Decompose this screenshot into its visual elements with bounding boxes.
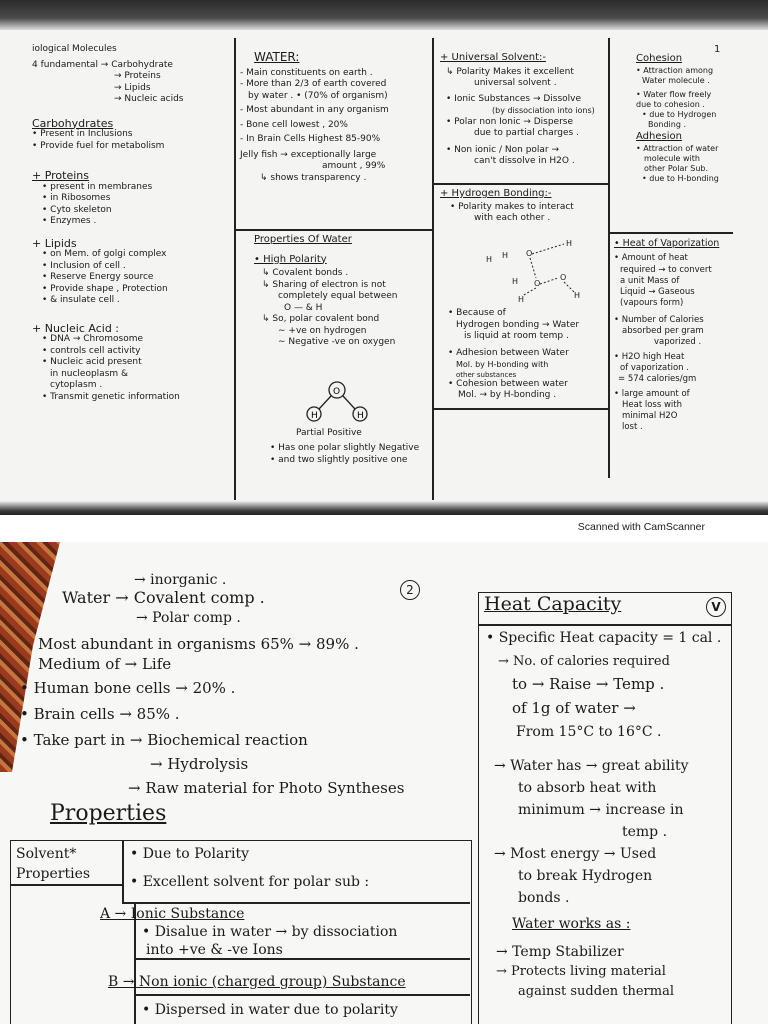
line: in nucleoplasm & — [50, 368, 129, 379]
line: Mol. by H-bonding with — [456, 360, 549, 369]
line: • Excellent solvent for polar sub : — [130, 874, 370, 890]
line: Medium of → Life — [38, 655, 172, 673]
line: • Attraction of water — [636, 144, 719, 153]
line: to → Raise → Temp . — [512, 675, 665, 693]
row-divider — [432, 183, 608, 185]
line: • Cohesion between water — [448, 378, 568, 389]
line: • Present in Inclusions — [32, 129, 133, 139]
line: Liquid → Gaseous — [620, 287, 695, 298]
page-number: 1 — [714, 44, 721, 55]
cohesion-adhesion-section — [636, 54, 719, 184]
line: (by dissociation into ions) — [492, 106, 595, 115]
hydrogen-bonding-section — [440, 188, 574, 225]
proteins-heading: + Proteins — [32, 169, 90, 182]
line: molecule with — [644, 154, 700, 163]
line: lost . — [622, 422, 643, 433]
line: Mol. → by H-bonding . — [458, 390, 557, 400]
line: • Provide shape , Protection — [42, 283, 168, 294]
column-divider — [432, 38, 434, 500]
line: temp . — [622, 824, 668, 840]
column-divider — [234, 38, 236, 500]
line: • Because of — [448, 308, 506, 318]
properties-of-water — [254, 234, 397, 349]
ionic-substance-heading: A → Ionic Substance — [100, 906, 245, 922]
line: • Polarity makes to interact — [450, 201, 574, 212]
line: • Polar non Ionic → Disperse — [446, 116, 574, 127]
line: amount , 99% — [322, 161, 386, 171]
page-number: 2 — [400, 580, 420, 600]
line: Water molecule . — [642, 76, 710, 85]
line: Most abundant in organisms 65% → 89% . — [38, 635, 359, 653]
line: → Water has → great ability — [494, 758, 689, 774]
polarity-summary — [270, 443, 419, 466]
line: Water → Covalent comp . — [62, 588, 265, 607]
line: • present in membranes — [42, 181, 153, 192]
line: = 574 calories/gm — [618, 374, 697, 385]
cohesion-heading: Cohesion — [636, 53, 683, 64]
water-heading: WATER: — [254, 50, 300, 64]
scan-edge-shadow — [0, 501, 768, 515]
svg-text:O: O — [560, 273, 567, 282]
scanned-page-bottom — [0, 542, 768, 1024]
line: • Human bone cells → 20% . — [20, 679, 236, 697]
line: a unit Mass of — [620, 275, 680, 286]
line: Hydrogen bonding → Water — [456, 319, 580, 330]
line: into +ve & -ve Ions — [146, 942, 283, 958]
svg-text:H: H — [357, 411, 364, 421]
line: ↳ So, polar covalent bond — [262, 314, 380, 324]
line: • Non ionic / Non polar → — [446, 144, 560, 155]
line: absorbed per gram — [622, 326, 704, 337]
line: • Number of Calories — [614, 314, 704, 325]
line: of vaporization . — [620, 362, 689, 373]
svg-text:O: O — [526, 249, 533, 258]
line: universal solvent . — [474, 78, 557, 88]
line: • Brain cells → 85% . — [20, 705, 180, 723]
line: can't dissolve in H2O . — [474, 156, 575, 166]
line: Water works as : — [512, 916, 631, 932]
svg-text:O: O — [333, 387, 341, 397]
properties-heading: Properties Of Water — [254, 234, 352, 245]
row-divider — [608, 232, 733, 234]
svg-text:H: H — [311, 411, 318, 421]
row-divider — [134, 994, 470, 996]
line: ↳ Polarity Makes it excellent — [446, 66, 574, 77]
line: From 15°C to 16°C . — [516, 724, 662, 740]
line: • on Mem. of golgi complex — [42, 249, 167, 259]
adhesion-heading: Adhesion — [636, 131, 682, 142]
line: → Raw material for Photo Syntheses — [128, 779, 405, 797]
line: • H2O high Heat — [614, 351, 685, 362]
line: • Transmit genetic information — [42, 391, 180, 402]
line: O — & H — [284, 302, 323, 313]
line: → Temp Stabilizer — [496, 944, 624, 960]
line: • Amount of heat — [614, 253, 688, 264]
line: • Specific Heat capacity = 1 cal . — [486, 630, 722, 646]
line: other Polar Sub. — [644, 164, 709, 173]
partial-positive-label: Partial Positive — [296, 428, 362, 438]
svg-text:H: H — [512, 277, 519, 286]
svg-text:H: H — [518, 295, 525, 304]
scan-edge-shadow — [0, 0, 768, 30]
line: • in Ribosomes — [42, 193, 111, 203]
line: → Protects living material — [496, 964, 666, 979]
non-ionic-substance-heading: B → Non ionic (charged group) Substance — [108, 974, 406, 990]
line: ∼ Negative -ve on oxygen — [278, 337, 396, 347]
line: to absorb heat with — [518, 780, 657, 796]
line: against sudden thermal — [518, 984, 675, 999]
line: - Most abundant in any organism — [240, 105, 389, 115]
svg-text:O: O — [534, 279, 541, 288]
water-molecule-diagram — [300, 370, 380, 430]
line: • Ionic Substances → Dissolve — [446, 93, 582, 104]
hydrogen-bonding-heading: + Hydrogen Bonding:- — [440, 188, 552, 199]
line: • Has one polar slightly Negative — [270, 443, 420, 453]
universal-solvent-heading: + Universal Solvent:- — [440, 52, 547, 63]
svg-text:H: H — [486, 255, 493, 264]
section-badge: V — [706, 597, 726, 617]
line: minimal H2O — [622, 411, 678, 422]
line: → Most energy → Used — [494, 846, 657, 862]
nucleic-acid-heading: + Nucleic Acid : — [32, 321, 120, 335]
svg-text:H: H — [566, 239, 573, 248]
row-divider — [432, 408, 608, 410]
line: ↳ Covalent bonds . — [262, 268, 349, 278]
line: • large amount of — [614, 388, 690, 399]
row-divider — [478, 624, 732, 626]
line: • due to H-bonding — [642, 174, 719, 183]
line: • Nucleic acid present — [42, 357, 142, 367]
row-divider — [10, 884, 122, 886]
hydrogen-bond-diagram — [478, 232, 598, 304]
line: Bonding . — [648, 120, 686, 129]
scanner-watermark: Scanned with CamScanner — [577, 521, 705, 533]
water-column — [240, 52, 389, 184]
line: • Water flow freely — [636, 90, 712, 99]
line: • and two slightly positive one — [270, 454, 408, 465]
line: - More than 2/3 of earth covered — [240, 79, 387, 89]
line: • DNA → Chromosome — [42, 334, 144, 344]
svg-text:H: H — [574, 291, 581, 300]
row-divider — [234, 229, 432, 231]
line: • Inclusion of cell . — [42, 260, 126, 271]
line: → inorganic . — [134, 572, 227, 588]
heat-of-vaporization-heading: • Heat of Vaporization — [614, 238, 720, 249]
scanner-caption — [0, 515, 768, 542]
line: ∼ +ve on hydrogen — [278, 325, 367, 336]
line: - In Brain Cells Highest 85-90% — [240, 134, 381, 144]
line: → Polar comp . — [136, 610, 241, 626]
line: - Bone cell lowest , 20% — [240, 119, 348, 130]
line: • Adhesion between Water — [448, 347, 569, 358]
line: → Lipids — [114, 82, 151, 93]
line: • Dispersed in water due to polarity — [142, 1002, 398, 1018]
line: other substances — [456, 370, 517, 379]
line: → No. of calories required — [498, 654, 670, 669]
line: • Reserve Energy source — [42, 272, 154, 282]
line: • controls cell activity — [42, 345, 141, 356]
heat-capacity-heading: Heat Capacity — [484, 593, 622, 615]
high-polarity-heading: • High Polarity — [254, 253, 327, 265]
line: (vapours form) — [620, 298, 684, 309]
line: iological Molecules — [32, 44, 117, 54]
line: required → to convert — [620, 264, 712, 275]
line: vaporized . — [654, 337, 702, 348]
line: due to cohesion . — [636, 100, 705, 109]
line: • Disalue in water → by dissociation — [142, 924, 398, 940]
line: • Provide fuel for metabolism — [32, 140, 165, 151]
line: → Hydrolysis — [150, 755, 249, 773]
line: of 1g of water → — [512, 699, 636, 717]
svg-text:H: H — [502, 251, 509, 260]
properties-heading: Properties — [50, 801, 167, 826]
heat-of-vaporization-section — [614, 238, 719, 434]
column-divider — [122, 840, 124, 902]
hydrogen-bonding-notes — [446, 308, 579, 402]
line: Heat loss with — [622, 399, 683, 410]
line: by water . • (70% of organism) — [248, 90, 388, 101]
line: ↳ shows transparency . — [260, 172, 367, 183]
solvent-properties-label: Solvent* Properties — [16, 846, 91, 882]
line: • due to Hydrogen — [642, 110, 717, 119]
line: 4 fundamental → Carbohydrate — [32, 59, 173, 70]
line: • Attraction among — [636, 66, 714, 75]
universal-solvent-section — [440, 52, 595, 168]
line: due to partial charges . — [474, 128, 579, 138]
line: • Cyto skeleton — [42, 204, 112, 215]
line: → Nucleic acids — [114, 94, 184, 104]
line: Jelly fish → exceptionally large — [240, 149, 377, 160]
biomolecules-column — [32, 44, 184, 403]
line: cytoplasm . — [50, 380, 103, 390]
lipids-heading: + Lipids — [32, 236, 77, 250]
carbohydrates-heading: Carbohydrates — [32, 116, 114, 130]
line: • Take part in → Biochemical reaction — [20, 731, 308, 749]
line: • & insulate cell . — [42, 295, 120, 305]
line: is liquid at room temp . — [464, 331, 569, 341]
line: ↳ Sharing of electron is not — [262, 279, 386, 290]
line: bonds . — [518, 890, 570, 906]
line: - Main constituents on earth . — [240, 67, 373, 78]
line: → Proteins — [114, 71, 161, 81]
line: minimum → increase in — [518, 802, 684, 818]
line: to break Hydrogen — [518, 868, 653, 884]
column-divider — [608, 38, 610, 478]
line: completely equal between — [278, 291, 398, 301]
line: • Due to Polarity — [130, 846, 249, 862]
line: with each other . — [474, 213, 551, 223]
line: • Enzymes . — [42, 216, 97, 226]
